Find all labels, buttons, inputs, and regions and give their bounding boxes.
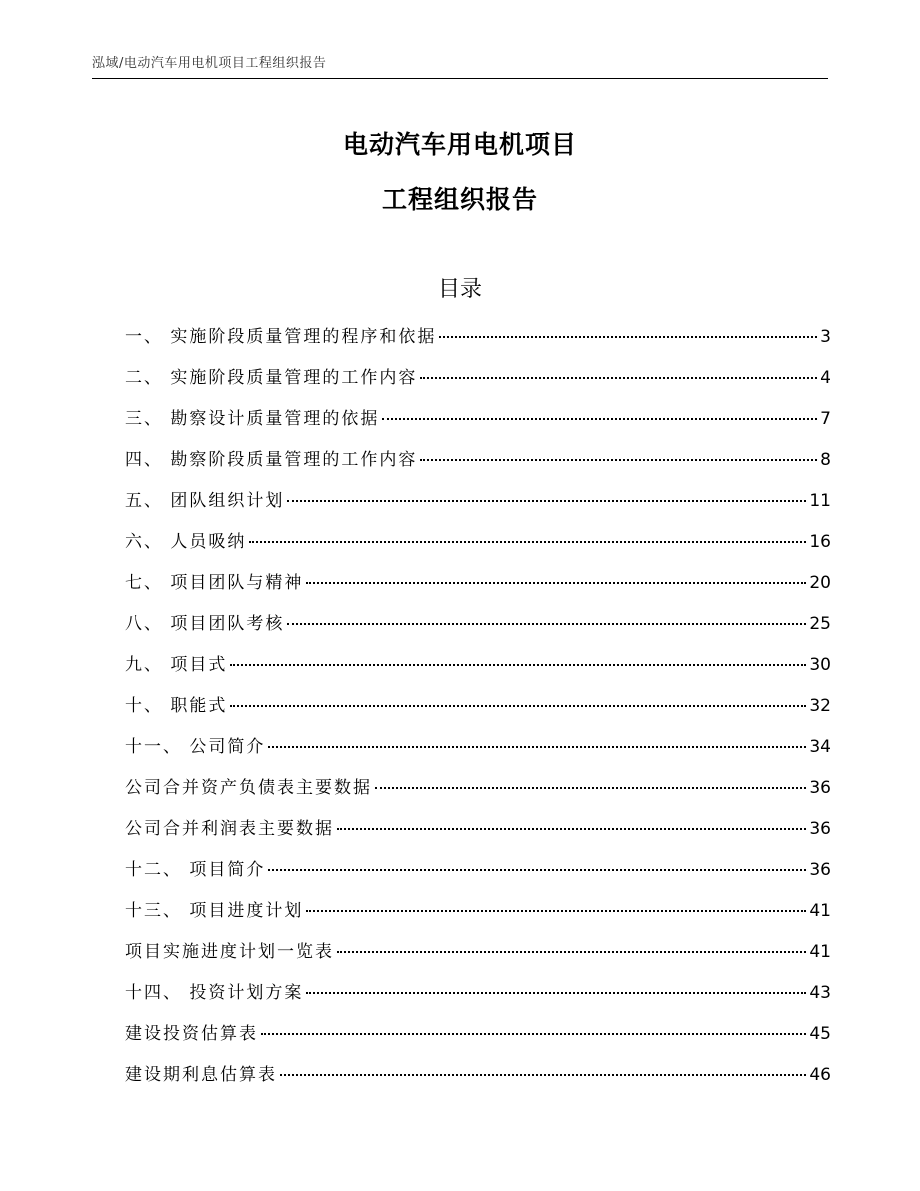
toc-entry[interactable] bbox=[125, 982, 831, 1023]
toc-entry[interactable] bbox=[125, 572, 831, 613]
toc-dot-leader bbox=[375, 787, 806, 789]
toc-entry-page: 16 bbox=[809, 532, 831, 552]
toc-entry-page: 20 bbox=[809, 573, 831, 593]
toc-dot-leader bbox=[306, 992, 806, 994]
toc-entry[interactable] bbox=[125, 736, 831, 777]
toc-entry[interactable] bbox=[125, 1064, 831, 1105]
toc-entry-label: 四、 勘察阶段质量管理的工作内容 bbox=[125, 450, 418, 470]
toc-entry-page: 36 bbox=[809, 778, 831, 798]
toc-dot-leader bbox=[249, 541, 806, 543]
document-title-line1: 电动汽车用电机项目 bbox=[342, 130, 577, 159]
toc-entry[interactable] bbox=[125, 695, 831, 736]
toc-entry-label: 十、 职能式 bbox=[125, 696, 228, 716]
toc-entry[interactable] bbox=[125, 941, 831, 982]
table-of-contents bbox=[125, 326, 831, 1105]
toc-entry[interactable] bbox=[125, 367, 831, 408]
toc-entry-page: 4 bbox=[820, 368, 831, 388]
toc-entry-page: 46 bbox=[809, 1065, 831, 1085]
toc-entry[interactable] bbox=[125, 613, 831, 654]
toc-entry-page: 41 bbox=[809, 901, 831, 921]
toc-entry-label: 项目实施进度计划一览表 bbox=[125, 942, 334, 962]
toc-entry-page: 36 bbox=[809, 819, 831, 839]
toc-dot-leader bbox=[287, 623, 806, 625]
toc-entry-label: 一、 实施阶段质量管理的程序和依据 bbox=[125, 327, 437, 347]
toc-entry-label: 十三、 项目进度计划 bbox=[125, 901, 304, 921]
toc-dot-leader bbox=[337, 951, 806, 953]
toc-heading: 目录 bbox=[437, 277, 482, 302]
toc-dot-leader bbox=[306, 582, 806, 584]
toc-entry-label: 六、 人员吸纳 bbox=[125, 532, 247, 552]
toc-dot-leader bbox=[261, 1033, 806, 1035]
toc-dot-leader bbox=[280, 1074, 806, 1076]
toc-dot-leader bbox=[439, 336, 817, 338]
toc-dot-leader bbox=[420, 459, 817, 461]
toc-entry-page: 36 bbox=[809, 860, 831, 880]
toc-dot-leader bbox=[230, 705, 806, 707]
toc-entry-label: 五、 团队组织计划 bbox=[125, 491, 285, 511]
toc-entry[interactable] bbox=[125, 326, 831, 367]
toc-entry-page: 41 bbox=[809, 942, 831, 962]
toc-entry[interactable] bbox=[125, 449, 831, 490]
toc-entry-label: 建设投资估算表 bbox=[125, 1024, 258, 1044]
toc-entry-label: 八、 项目团队考核 bbox=[125, 614, 285, 634]
toc-entry-page: 43 bbox=[809, 983, 831, 1003]
toc-dot-leader bbox=[230, 664, 806, 666]
toc-entry-label: 公司合并资产负债表主要数据 bbox=[125, 778, 372, 798]
toc-entry-page: 3 bbox=[820, 327, 831, 347]
toc-entry[interactable] bbox=[125, 777, 831, 818]
toc-entry-label: 九、 项目式 bbox=[125, 655, 228, 675]
toc-entry[interactable] bbox=[125, 900, 831, 941]
toc-dot-leader bbox=[382, 418, 817, 420]
toc-entry[interactable] bbox=[125, 1023, 831, 1064]
toc-entry-label: 十二、 项目简介 bbox=[125, 860, 266, 880]
toc-entry-page: 32 bbox=[809, 696, 831, 716]
toc-entry-page: 30 bbox=[809, 655, 831, 675]
toc-dot-leader bbox=[287, 500, 806, 502]
toc-dot-leader bbox=[268, 746, 806, 748]
toc-entry[interactable] bbox=[125, 490, 831, 531]
toc-dot-leader bbox=[306, 910, 806, 912]
toc-entry-label: 公司合并利润表主要数据 bbox=[125, 819, 334, 839]
toc-dot-leader bbox=[337, 828, 806, 830]
toc-entry-page: 7 bbox=[820, 409, 831, 429]
header-rule bbox=[92, 78, 828, 79]
toc-entry[interactable] bbox=[125, 859, 831, 900]
toc-entry-page: 25 bbox=[809, 614, 831, 634]
running-header: 泓域/电动汽车用电机项目工程组织报告 bbox=[92, 56, 327, 71]
toc-entry-label: 十四、 投资计划方案 bbox=[125, 983, 304, 1003]
toc-dot-leader bbox=[420, 377, 817, 379]
toc-entry-page: 34 bbox=[809, 737, 831, 757]
toc-entry[interactable] bbox=[125, 408, 831, 449]
toc-entry[interactable] bbox=[125, 818, 831, 859]
toc-entry-label: 三、 勘察设计质量管理的依据 bbox=[125, 409, 380, 429]
toc-entry-page: 11 bbox=[809, 491, 831, 511]
toc-entry-label: 建设期利息估算表 bbox=[125, 1065, 277, 1085]
toc-entry-page: 45 bbox=[809, 1024, 831, 1044]
toc-entry-label: 十一、 公司简介 bbox=[125, 737, 266, 757]
toc-entry-label: 二、 实施阶段质量管理的工作内容 bbox=[125, 368, 418, 388]
toc-entry-label: 七、 项目团队与精神 bbox=[125, 573, 304, 593]
toc-entry-page: 8 bbox=[820, 450, 831, 470]
toc-entry[interactable] bbox=[125, 531, 831, 572]
document-title-line2: 工程组织报告 bbox=[381, 185, 538, 214]
toc-dot-leader bbox=[268, 869, 806, 871]
toc-entry[interactable] bbox=[125, 654, 831, 695]
